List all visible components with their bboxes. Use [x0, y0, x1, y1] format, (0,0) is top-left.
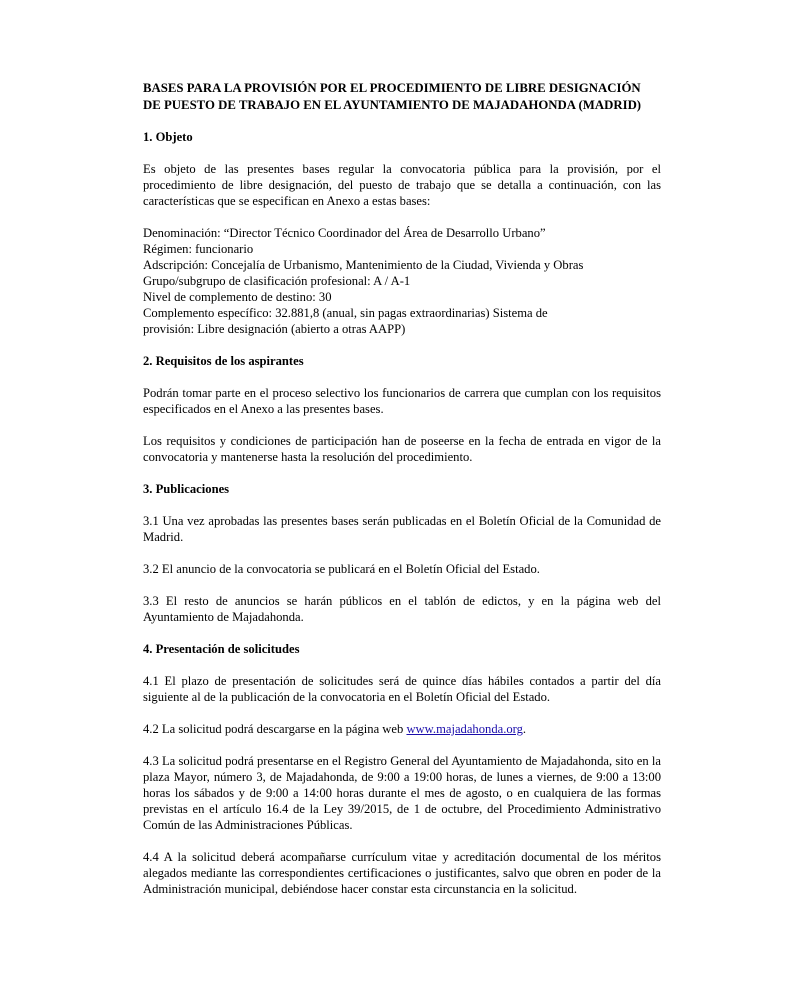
field-complemento: Complemento específico: 32.881,8 (anual, sin pagas extraordinarias) Sistema de	[143, 306, 548, 320]
section-heading-objeto: 1. Objeto	[143, 130, 193, 144]
publicaciones-paragraph-1: 3.1 Una vez aprobadas las presentes bases serán publicadas en el Boletín Oficial de la Comunidad de Madrid.	[143, 514, 661, 544]
publicaciones-paragraph-3: 3.3 El resto de anuncios se harán públicos en el tablón de edictos, y en la página web del Ayuntamiento de Majadahonda.	[143, 594, 661, 624]
field-adscripcion: Adscripción: Concejalía de Urbanismo, Mantenimiento de la Ciudad, Vivienda y Obras	[143, 258, 584, 272]
field-nivel: Nivel de complemento de destino: 30	[143, 290, 332, 304]
section-heading-publicaciones: 3. Publicaciones	[143, 482, 230, 496]
objeto-intro-paragraph: Es objeto de las presentes bases regular la convocatoria pública para la provisión, por el procedimiento de libre designación, del puesto de trabajo que se detalla a continuación, con las características que se especifican en Anexo a estas bases:	[143, 162, 661, 208]
presentacion-paragraph-4: 4.4 A la solicitud deberá acompañarse currículum vitae y acreditación documental de los méritos alegados mediante las correspondientes certificaciones o justificantes, salvo que obren en poder de la Administración municipal, debiéndose hacer constar esta circunstancia en la solicitud.	[143, 850, 661, 896]
field-provision: provisión: Libre designación (abierto a otras AAPP)	[143, 322, 406, 336]
website-link[interactable]: www.majadahonda.org	[406, 722, 523, 736]
field-denominacion: Denominación: “Director Técnico Coordinador del Área de Desarrollo Urbano”	[143, 226, 546, 240]
presentacion-paragraph-1: 4.1 El plazo de presentación de solicitudes será de quince días hábiles contados a partir del día siguiente al de la publicación de la convocatoria en el Boletín Oficial del Estado.	[143, 674, 661, 704]
requisitos-paragraph-1: Podrán tomar parte en el proceso selectivo los funcionarios de carrera que cumplan con los requisitos especificados en el Anexo a las presentes bases.	[143, 386, 661, 416]
presentacion-paragraph-3: 4.3 La solicitud podrá presentarse en el Registro General del Ayuntamiento de Majadahonda, sito en la plaza Mayor, número 3, de Majadahonda, de 9:00 a 19:00 horas, de lunes a viernes, de 9:00 a 13:00 horas los sábados y de 9:00 a 14:00 horas durante el mes de agosto, o en cualquiera de las formas previstas en el artículo 16.4 de la Ley 39/2015, de 1 de octubre, del Procedimiento Administrativo Común de las Administraciones Públicas.	[143, 754, 661, 832]
presentacion-paragraph-2-suffix: .	[522, 722, 527, 736]
section-heading-requisitos: 2. Requisitos de los aspirantes	[143, 354, 304, 368]
section-heading-presentacion: 4. Presentación de solicitudes	[143, 642, 300, 656]
document-page	[143, 80, 661, 913]
presentacion-paragraph-2-prefix: 4.2 La solicitud podrá descargarse en la página web	[143, 722, 407, 736]
document-title-line-2: DE PUESTO DE TRABAJO EN EL AYUNTAMIENTO DE MAJADAHONDA (MADRID)	[143, 98, 642, 112]
requisitos-paragraph-2: Los requisitos y condiciones de participación han de poseerse en la fecha de entrada en vigor de la convocatoria y mantenerse hasta la resolución del procedimiento.	[143, 434, 661, 464]
field-grupo: Grupo/subgrupo de clasificación profesional: A / A-1	[143, 274, 411, 288]
position-details	[143, 225, 661, 337]
presentacion-paragraph-2	[143, 721, 661, 737]
document-title	[143, 80, 661, 114]
field-regimen: Régimen: funcionario	[143, 242, 254, 256]
document-title-line-1: BASES PARA LA PROVISIÓN POR EL PROCEDIMIENTO DE LIBRE DESIGNACIÓN	[143, 81, 641, 95]
publicaciones-paragraph-2: 3.2 El anuncio de la convocatoria se publicará en el Boletín Oficial del Estado.	[143, 562, 540, 576]
